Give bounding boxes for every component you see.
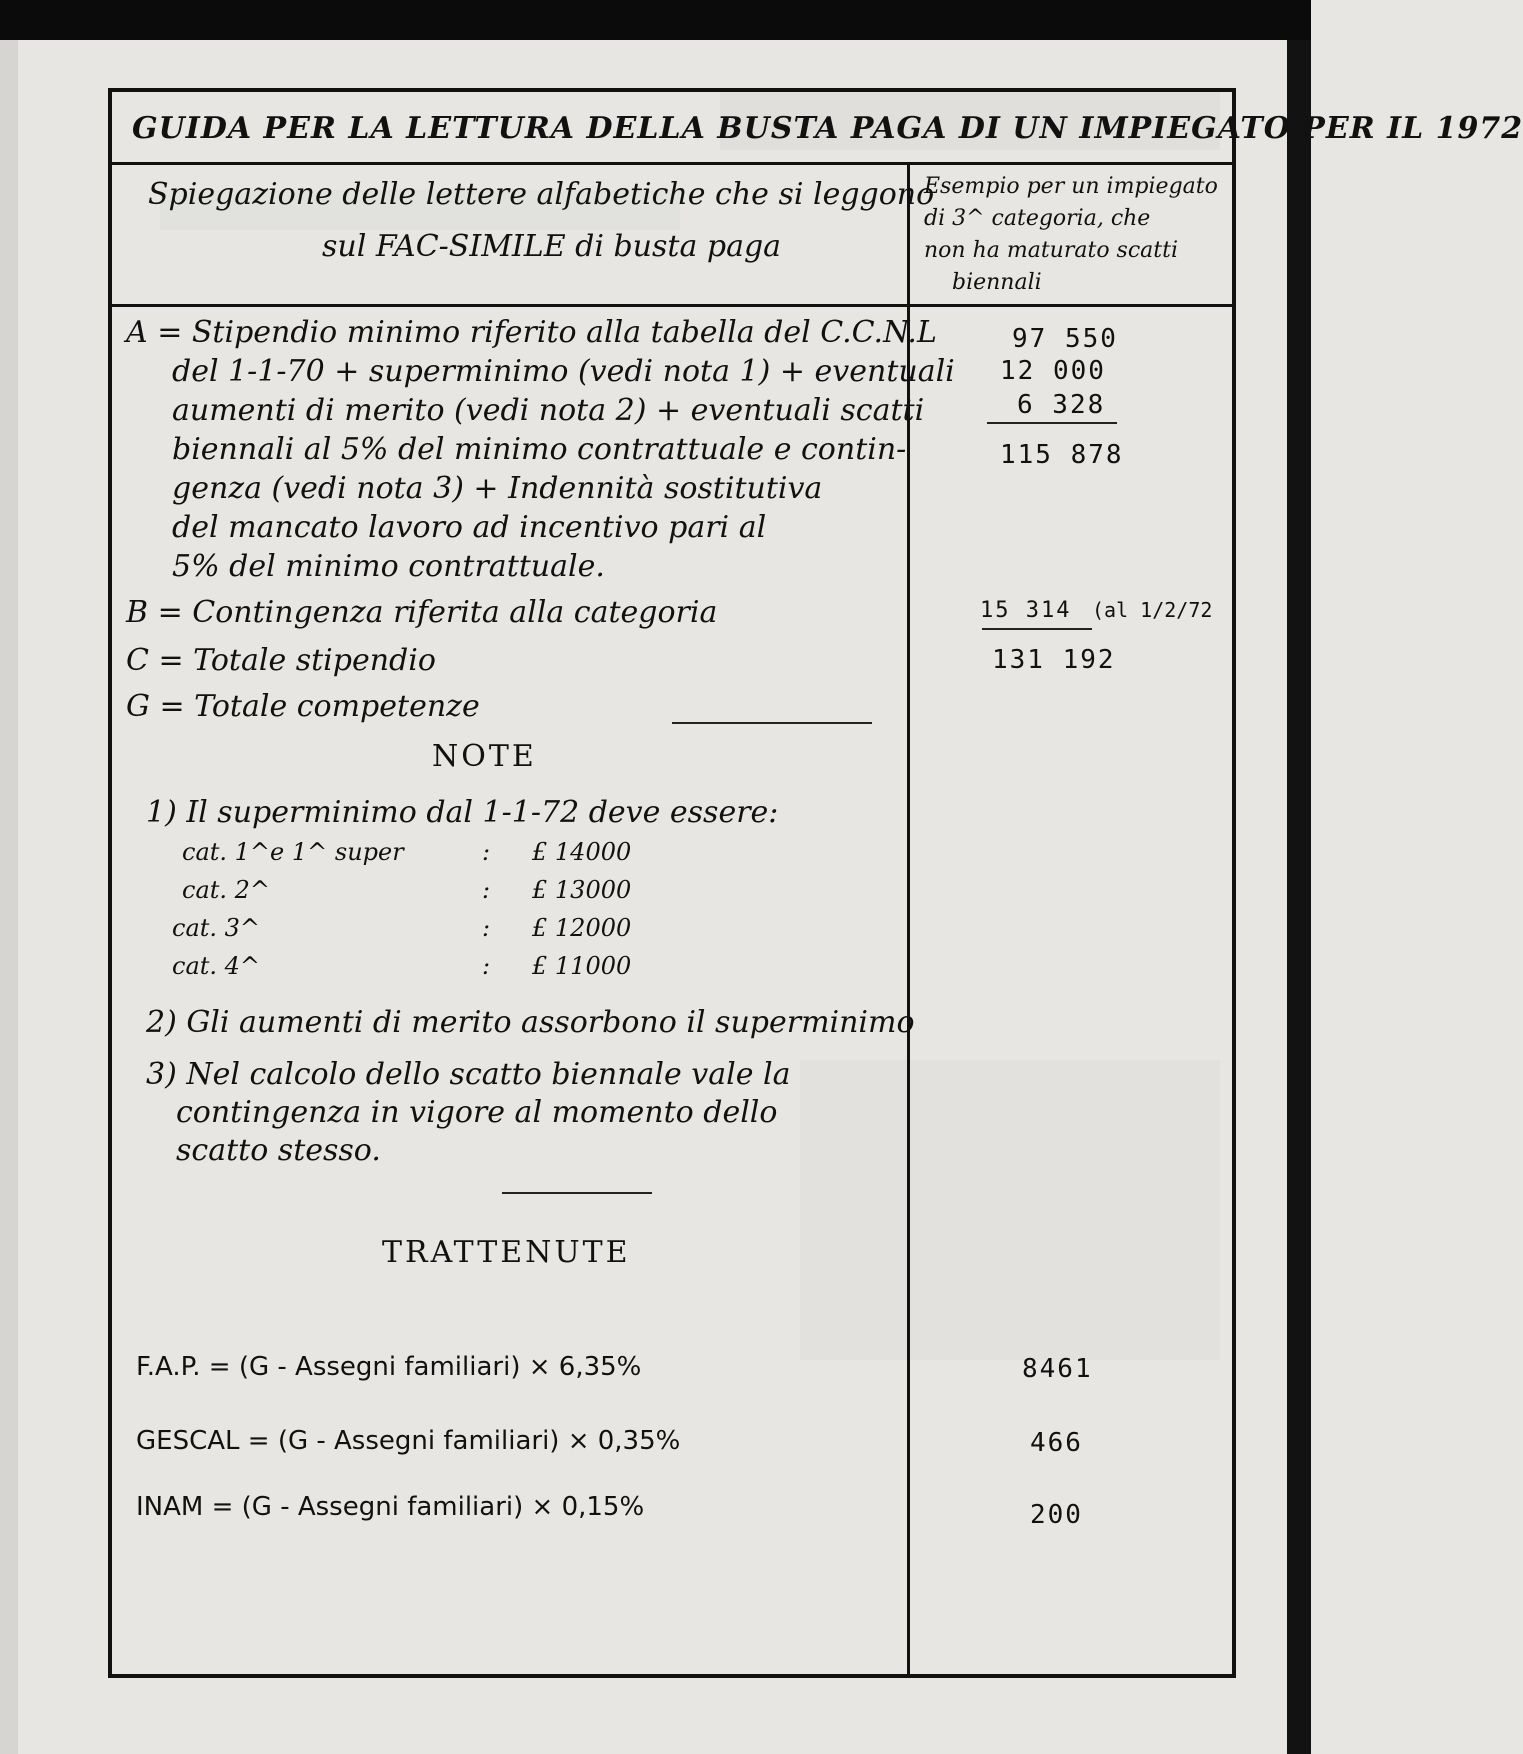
section-divider (672, 722, 872, 724)
entry-a-line: aumenti di merito (vedi nota 2) + eventuali scatti (172, 393, 925, 428)
category-label: cat. 1^e 1^ super (182, 838, 404, 866)
category-amount: £ 14000 (532, 838, 632, 866)
entry-a-line: biennali al 5% del minimo contrattuale e contin- (172, 432, 907, 467)
category-sep: : (482, 838, 491, 866)
category-sep: : (482, 914, 491, 942)
note-1: 1) Il superminimo dal 1-1-72 deve essere: (146, 795, 779, 830)
deduction-gescal-value: 466 (1030, 1428, 1083, 1458)
deduction-fap-value: 8461 (1022, 1354, 1093, 1384)
deduction-gescal: GESCAL = (G - Assegni familiari) × 0,35% (136, 1426, 681, 1456)
scan-right-border (1287, 40, 1311, 1754)
deduction-fap: F.A.P. = (G - Assegni familiari) × 6,35% (136, 1352, 642, 1382)
category-amount: £ 11000 (532, 952, 632, 980)
category-sep: : (482, 876, 491, 904)
value-superminimum: 12 000 (1000, 356, 1106, 386)
note-3-line1: 3) Nel calcolo dello scatto biennale vale la (146, 1057, 791, 1092)
header-right-line3: non ha maturato scatti (924, 238, 1178, 263)
value-subtotal-a: 115 878 (1000, 440, 1124, 470)
sum-underline (987, 422, 1117, 424)
value-indemnity: 6 328 (1017, 390, 1106, 420)
deductions-heading: TRATTENUTE (382, 1235, 631, 1270)
category-label: cat. 2^ (182, 876, 271, 904)
category-sep: : (482, 952, 491, 980)
sum-underline (982, 628, 1092, 630)
header-left-line1: Spiegazione delle lettere alfabetiche che si leggono (148, 177, 935, 212)
category-amount: £ 12000 (532, 914, 632, 942)
header-right-line1: Esempio per un impiegato (924, 174, 1218, 199)
header-divider (112, 304, 1232, 307)
entry-b-line: B = Contingenza riferita alla categoria (126, 595, 718, 630)
header-right-line4: biennali (952, 270, 1042, 295)
contingenza-date: (al 1/2/72 (1092, 598, 1213, 622)
header-left-line2: sul FAC-SIMILE di busta paga (322, 229, 782, 264)
deduction-inam: INAM = (G - Assegni familiari) × 0,15% (136, 1492, 645, 1522)
header-right-line2: di 3^ categoria, che (924, 206, 1151, 231)
page-title: GUIDA PER LA LETTURA DELLA BUSTA PAGA DI UN IMPIEGATO PER IL 1972 (132, 111, 1523, 146)
payslip-guide-sheet (108, 88, 1523, 1678)
entry-c-line: C = Totale stipendio (126, 643, 436, 678)
value-minimum-salary: 97 550 (1012, 324, 1118, 354)
entry-a-line: del 1-1-70 + superminimo (vedi nota 1) + eventuali (172, 354, 955, 389)
scan-top-border (0, 0, 1311, 40)
title-divider (112, 162, 1232, 165)
entry-a-line: 5% del minimo contrattuale. (172, 549, 605, 584)
note-3-line3: scatto stesso. (176, 1133, 381, 1168)
entry-a-line: A = Stipendio minimo riferito alla tabella del C.C.N.L (126, 315, 937, 350)
value-contingenza: 15 314 (980, 598, 1072, 623)
deduction-inam-value: 200 (1030, 1500, 1083, 1530)
section-divider (502, 1192, 652, 1194)
entry-a-line: genza (vedi nota 3) + Indennità sostitutiva (172, 471, 823, 506)
category-label: cat. 4^ (172, 952, 261, 980)
category-label: cat. 3^ (172, 914, 261, 942)
entry-a-line: del mancato lavoro ad incentivo pari al (172, 510, 767, 545)
note-3-line2: contingenza in vigore al momento dello (176, 1095, 778, 1130)
notes-heading: NOTE (432, 739, 537, 774)
value-total-salary: 131 192 (992, 645, 1116, 675)
category-amount: £ 13000 (532, 876, 632, 904)
entry-g-line: G = Totale competenze (126, 689, 480, 724)
scan-left-margin (0, 40, 18, 1754)
note-2: 2) Gli aumenti di merito assorbono il superminimo (146, 1005, 915, 1040)
